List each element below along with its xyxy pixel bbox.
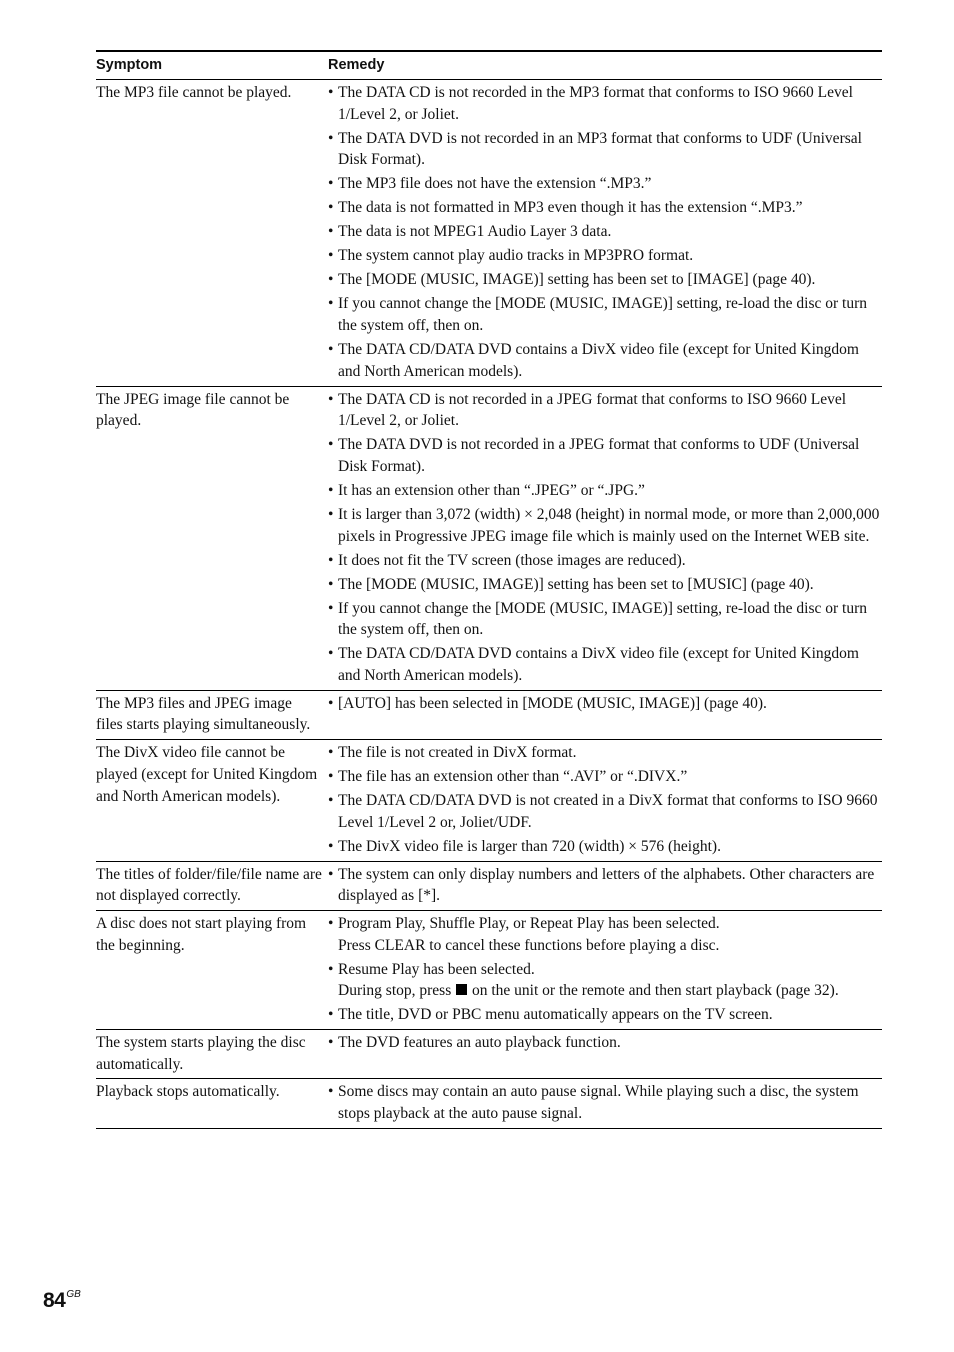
remedy-list <box>328 1032 882 1054</box>
bullet-icon: • <box>328 1034 334 1052</box>
remedy-item: • The DATA CD is not recorded in a JPEG format that conforms to ISO 9660 Level 1/Level 2, or Joliet. <box>328 390 847 430</box>
remedy-item: • The data is not MPEG1 Audio Layer 3 data. <box>328 221 882 243</box>
table-row <box>96 80 882 387</box>
symptom-cell: The system starts playing the disc automatically. <box>96 1030 328 1079</box>
remedy-item: • The file has an extension other than “.AVI” or “.DIVX.” <box>328 766 882 788</box>
symptom-cell: The MP3 files and JPEG image files starts playing simultaneously. <box>96 690 328 739</box>
remedy-cell <box>328 861 882 910</box>
bullet-icon: • <box>328 837 334 855</box>
bullet-icon: • <box>328 390 334 408</box>
remedy-list <box>328 913 882 1026</box>
remedy-list <box>328 742 882 857</box>
remedy-item: • If you cannot change the [MODE (MUSIC, IMAGE)] setting, re-load the disc or turn the system off, then on. <box>328 295 868 335</box>
table-header-row <box>96 51 882 80</box>
table-row <box>96 861 882 910</box>
bullet-icon: • <box>328 199 334 217</box>
page-number <box>43 1282 81 1314</box>
remedy-cell <box>328 740 882 861</box>
remedy-item: • The MP3 file does not have the extension “.MP3.” <box>328 173 882 195</box>
symptom-cell: Playback stops automatically. <box>96 1079 328 1128</box>
remedy-cell <box>328 1079 882 1128</box>
remedy-item: • The file is not created in DivX format. <box>328 742 882 764</box>
bullet-icon: • <box>328 960 334 978</box>
bullet-icon: • <box>328 84 334 101</box>
remedy-cell <box>328 80 882 387</box>
bullet-icon: • <box>328 175 334 193</box>
symptom-cell: A disc does not start playing from the beginning. <box>96 910 328 1029</box>
remedy-item: • The title, DVD or PBC menu automatically appears on the TV screen. <box>328 1004 882 1026</box>
troubleshooting-table <box>96 50 882 1129</box>
bullet-icon: • <box>328 481 334 499</box>
symptom-cell: The JPEG image file cannot be played. <box>96 386 328 690</box>
remedy-note: During stop, press on the unit or the remote and then start playback (page 32). <box>338 982 839 1000</box>
symptom-column-header: Symptom <box>96 51 328 80</box>
table-row <box>96 910 882 1029</box>
table-row <box>96 386 882 690</box>
remedy-item: • The data is not formatted in MP3 even though it has the extension “.MP3.” <box>328 197 882 219</box>
bullet-icon: • <box>328 247 334 265</box>
symptom-cell: The DivX video file cannot be played (except for United Kingdom and North American models). <box>96 740 328 861</box>
remedy-cell <box>328 910 882 1029</box>
bullet-icon: • <box>328 129 334 147</box>
bullet-icon: • <box>328 744 334 762</box>
remedy-list <box>328 82 882 383</box>
remedy-item: • Program Play, Shuffle Play, or Repeat Play has been selected. Press CLEAR to cancel these functions before playing a disc. <box>328 913 882 956</box>
page-number-value: 84 <box>43 1289 66 1312</box>
remedy-item: • It is larger than 3,072 (width) × 2,048 (height) in normal mode, or more than 2,000,000 pixels in Progressive JPEG image file which is mainly used on the Internet WEB site. <box>328 505 880 545</box>
bullet-icon: • <box>328 341 334 359</box>
symptom-cell: The MP3 file cannot be played. <box>96 80 328 387</box>
remedy-note: Press CLEAR to cancel these functions before playing a disc. <box>338 936 720 954</box>
remedy-item: • The [MODE (MUSIC, IMAGE)] setting has been set to [IMAGE] (page 40). <box>328 269 882 291</box>
table-row <box>96 690 882 739</box>
remedy-item: • The system can only display numbers and letters of the alphabets. Other characters are displayed as [*]. <box>328 865 875 905</box>
remedy-item: • The DATA CD is not recorded in the MP3 format that conforms to ISO 9660 Level 1/Level 2, or Joliet. <box>328 84 853 123</box>
bullet-icon: • <box>328 792 334 810</box>
remedy-list <box>328 1081 882 1124</box>
remedy-item: • The DATA DVD is not recorded in an MP3 format that conforms to UDF (Universal Disk Format). <box>328 129 862 169</box>
bullet-icon: • <box>328 865 334 883</box>
table-row <box>96 1030 882 1079</box>
remedy-item: • Some discs may contain an auto pause signal. While playing such a disc, the system stops playback at the auto pause signal. <box>328 1083 859 1123</box>
bullet-icon: • <box>328 505 334 523</box>
bullet-icon: • <box>328 768 334 786</box>
remedy-item: • It does not fit the TV screen (those images are reduced). <box>328 550 882 572</box>
remedy-item: • If you cannot change the [MODE (MUSIC, IMAGE)] setting, re-load the disc or turn the system off, then on. <box>328 599 868 639</box>
remedy-list <box>328 389 882 687</box>
remedy-column-header: Remedy <box>328 51 882 80</box>
bullet-icon: • <box>328 271 334 289</box>
bullet-icon: • <box>328 551 334 569</box>
bullet-icon: • <box>328 694 334 712</box>
remedy-item: • The DATA DVD is not recorded in a JPEG format that conforms to UDF (Universal Disk Format). <box>328 436 860 475</box>
bullet-icon: • <box>328 599 334 617</box>
troubleshooting-table-container <box>96 50 882 1129</box>
bullet-icon: • <box>328 1006 334 1024</box>
remedy-cell <box>328 690 882 739</box>
bullet-icon: • <box>328 645 334 663</box>
remedy-item: • [AUTO] has been selected in [MODE (MUSIC, IMAGE)] (page 40). <box>328 693 882 715</box>
remedy-item: • The [MODE (MUSIC, IMAGE)] setting has been set to [MUSIC] (page 40). <box>328 574 882 596</box>
bullet-icon: • <box>328 436 334 454</box>
remedy-item: • The DVD features an auto playback function. <box>328 1032 882 1054</box>
remedy-cell <box>328 386 882 690</box>
bullet-icon: • <box>328 914 334 932</box>
remedy-item: • It has an extension other than “.JPEG” or “.JPG.” <box>328 480 882 502</box>
table-row <box>96 1079 882 1128</box>
remedy-item: • The DATA CD/DATA DVD contains a DivX video file (except for United Kingdom and North American models). <box>328 341 859 380</box>
remedy-item: • The DATA CD/DATA DVD is not created in a DivX format that conforms to ISO 9660 Level 1/Level 2 or, Joliet/UDF. <box>328 792 878 831</box>
remedy-item: • The system cannot play audio tracks in MP3PRO format. <box>328 245 882 267</box>
remedy-list <box>328 693 882 715</box>
remedy-cell <box>328 1030 882 1079</box>
bullet-icon: • <box>328 575 334 593</box>
bullet-icon: • <box>328 223 334 241</box>
remedy-item: • Resume Play has been selected. During stop, press on the unit or the remote and then start playback (page 32). <box>328 959 882 1002</box>
table-row <box>96 740 882 861</box>
remedy-item: • The DATA CD/DATA DVD contains a DivX video file (except for United Kingdom and North American models). <box>328 645 859 685</box>
bullet-icon: • <box>328 1083 334 1101</box>
remedy-item: • The DivX video file is larger than 720 (width) × 576 (height). <box>328 836 882 858</box>
page-number-suffix: GB <box>66 1289 81 1300</box>
bullet-icon: • <box>328 295 334 313</box>
stop-button-icon <box>456 984 467 995</box>
remedy-list <box>328 864 882 907</box>
symptom-cell: The titles of folder/file/file name are not displayed correctly. <box>96 861 328 910</box>
